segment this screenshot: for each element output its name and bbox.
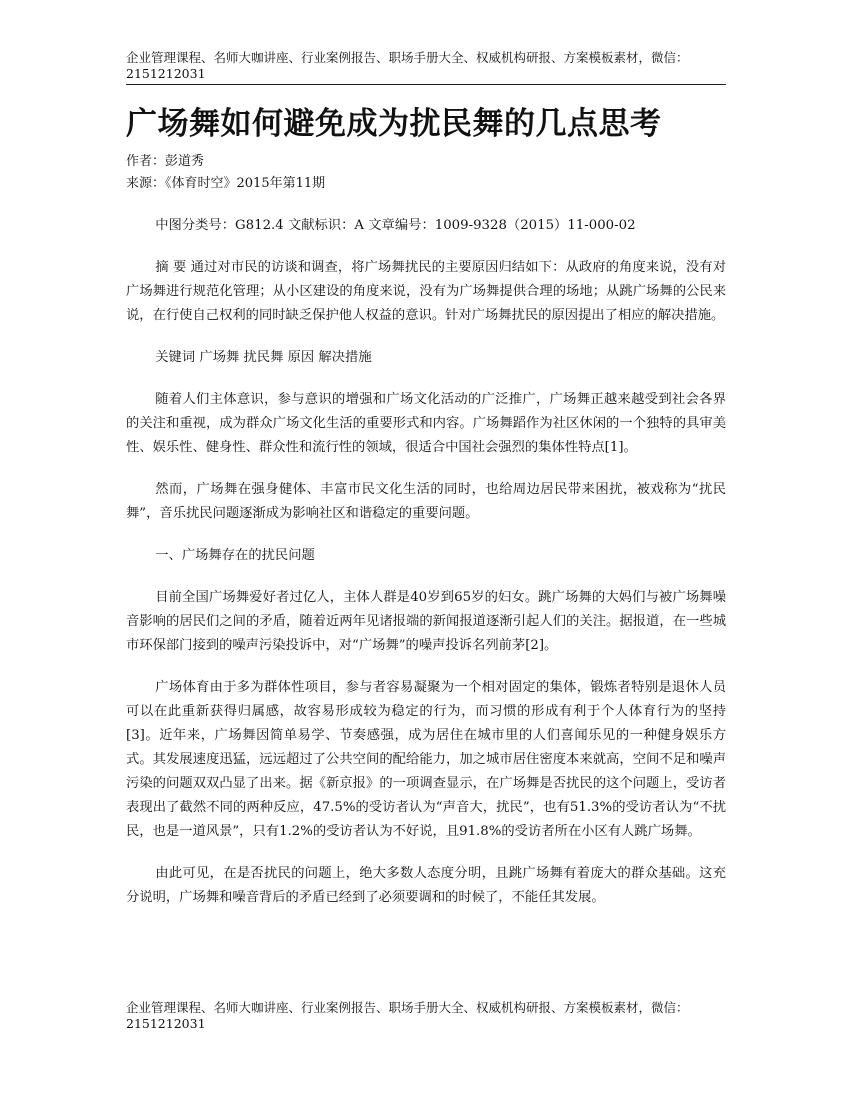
body-paragraph: 广场体育由于多为群体性项目，参与者容易凝聚为一个相对固定的集体，锻炼者特别是退休人员可以在此重新获得归属感，故容易形成较为稳定的行为，而习惯的形成有利于个人体育行为的坚持[3]。近年来，广场舞因简单易学、节奏感强，成为居住在城市里的人们喜闻乐见的一种健身娱乐方式。其发展速度迅猛，远远超过了公共空间的配给能力，加之城市居住密度本来就高，空间不足和噪声污染的问题双双凸显了出来。据《新京报》的一项调查显示，在广场舞是否扰民的这个问题上，受访者表现出了截然不同的两种反应，47.5%的受访者认为“声音大，扰民”，也有51.3%的受访者认为“不扰民，也是一道风景”，只有1.2%的受访者认为不好说，且91.8%的受访者所在小区有人跳广场舞。 — [126, 680, 726, 839]
body-paragraph: 由此可见，在是否扰民的问题上，绝大多数人态度分明，且跳广场舞有着庞大的群众基础。这充分说明，广场舞和噪音背后的矛盾已经到了必须要调和的时候了，不能任其发展。 — [126, 866, 726, 905]
section-heading: 一、广场舞存在的扰民问题 — [155, 548, 315, 563]
article-title: 广场舞如何避免成为扰民舞的几点思考 — [126, 106, 662, 142]
article-author: 作者：彭道秀 — [126, 154, 205, 169]
article-source: 来源：《体育时空》2015年第11期 — [126, 176, 326, 191]
body-paragraph: 随着人们主体意识，参与意识的增强和广场文化活动的广泛推广，广场舞正越来越受到社会各界的关注和重视，成为群众广场文化生活的重要形式和内容。广场舞蹈作为社区休闲的一个独特的具审美性、娱乐性、健身性、群众性和流行性的领域，很适合中国社会强烈的集体性特点[1]。 — [126, 392, 726, 455]
body-paragraph: 然而，广场舞在强身健体、丰富市民文化生活的同时，也给周边居民带来困扰，被戏称为“扰民舞”，音乐扰民问题逐渐成为影响社区和谐稳定的重要问题。 — [126, 482, 726, 521]
article-body — [126, 214, 726, 928]
abstract-paragraph: 摘 要 通过对市民的访谈和调查，将广场舞扰民的主要原因归结如下：从政府的角度来说，没有对广场舞进行规范化管理；从小区建设的角度来说，没有为广场舞提供合理的场地；从跳广场舞的公民来说，在行使自己权利的同时缺乏保护他人权益的意识。针对广场舞扰民的原因提出了相应的解决措施。 — [126, 260, 726, 323]
classification-line: 中图分类号：G812.4 文献标识：A 文章编号：1009-9328（2015）11-000-02 — [155, 218, 636, 233]
keywords-line: 关键词 广场舞 扰民舞 原因 解决措施 — [155, 350, 372, 365]
body-paragraph: 目前全国广场舞爱好者过亿人，主体人群是40岁到65岁的妇女。跳广场舞的大妈们与被广场舞噪音影响的居民们之间的矛盾，随着近两年见诸报端的新闻报道逐渐引起人们的关注。据报道，在一些城市环保部门接到的噪声污染投诉中，对“广场舞”的噪声投诉名列前茅[2]。 — [126, 590, 726, 653]
page-header: 企业管理课程、名师大咖讲座、行业案例报告、职场手册大全、权威机构研报、方案模板素材，微信：2151212031 — [126, 50, 726, 85]
page-footer: 企业管理课程、名师大咖讲座、行业案例报告、职场手册大全、权威机构研报、方案模板素材，微信：2151212031 — [126, 1000, 689, 1031]
